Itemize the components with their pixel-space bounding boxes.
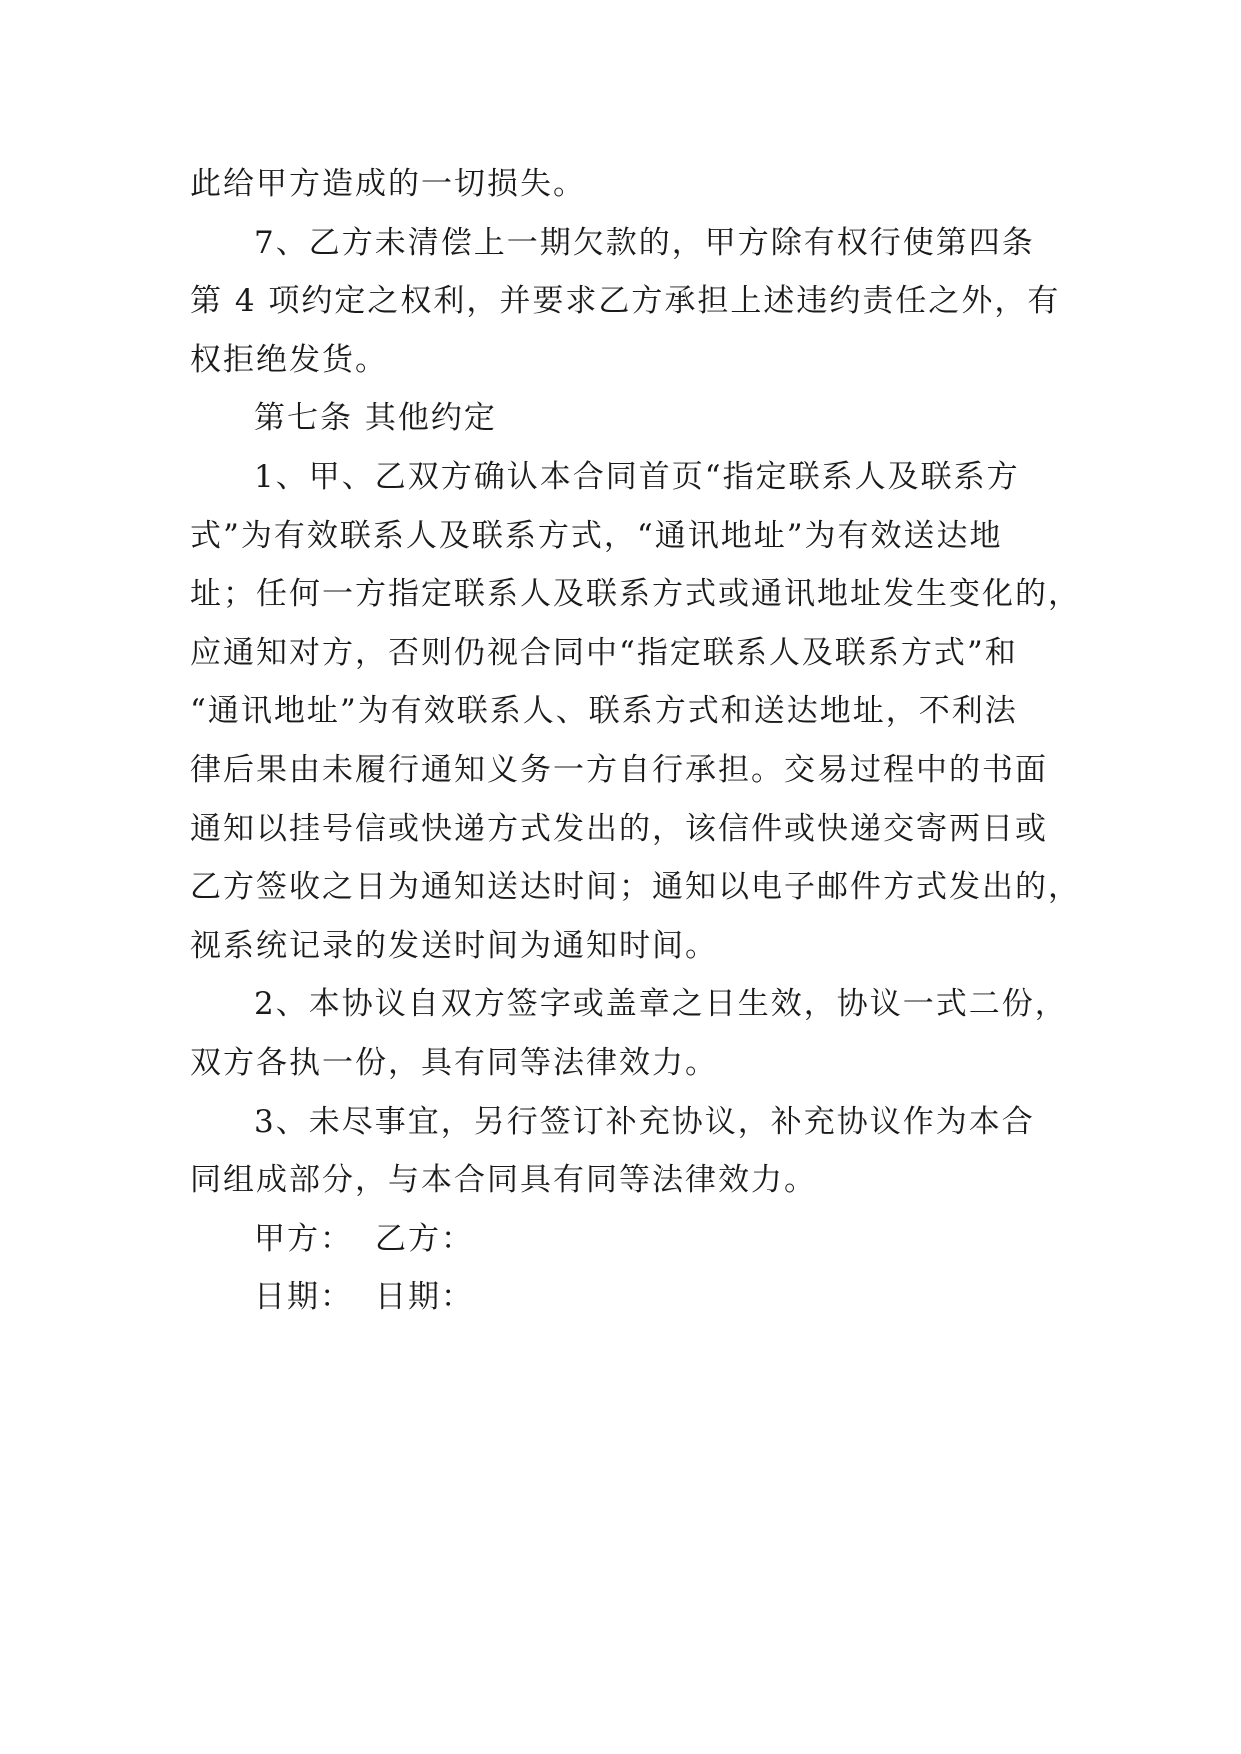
text-line: 此给甲方造成的一切损失。	[190, 166, 586, 202]
text-line: 乙方签收之日为通知送达时间；通知以电子邮件方式发出的，	[190, 869, 1081, 906]
party-a-label: 甲方：	[254, 1220, 353, 1257]
text-line: 7、乙方未清偿上一期欠款的，甲方除有权行使第四条	[254, 224, 1035, 261]
text-line: 通知以挂号信或快递方式发出的，该信件或快递交寄两日或	[190, 810, 1048, 847]
text-line: 视系统记录的发送时间为通知时间。	[190, 927, 718, 964]
text-line: 双方各执一份，具有同等法律效力。	[190, 1044, 718, 1081]
section-heading: 第七条 其他约定	[254, 400, 497, 437]
document-body	[190, 155, 1081, 1327]
signature-party-row	[190, 1210, 1052, 1269]
text-line: “通讯地址”为有效联系人、联系方式和送达地址，不利法	[190, 693, 1018, 730]
text-line: 式”为有效联系人及联系方式，“通讯地址”为有效送达地	[190, 517, 1003, 554]
party-b-label: 乙方：	[375, 1220, 474, 1257]
text-line: 律后果由未履行通知义务一方自行承担。交易过程中的书面	[190, 751, 1048, 788]
text-line: 3、未尽事宜，另行签订补充协议，补充协议作为本合	[254, 1103, 1035, 1140]
text-line: 址；任何一方指定联系人及联系方式或通讯地址发生变化的，	[190, 576, 1081, 613]
text-line: 第 4 项约定之权利，并要求乙方承担上述违约责任之外，有	[190, 283, 1061, 320]
text-line: 同组成部分，与本合同具有同等法律效力。	[190, 1162, 817, 1199]
text-line: 1、甲、乙双方确认本合同首页“指定联系人及联系方	[254, 458, 1020, 495]
date-b-label: 日期：	[375, 1279, 474, 1316]
text-line: 应通知对方，否则仍视合同中“指定联系人及联系方式”和	[190, 634, 1018, 671]
text-line: 2、本协议自双方签字或盖章之日生效，协议一式二份，	[254, 986, 1068, 1023]
signature-date-row	[190, 1268, 1052, 1327]
date-a-label: 日期：	[254, 1279, 353, 1316]
text-line: 权拒绝发货。	[190, 341, 388, 378]
